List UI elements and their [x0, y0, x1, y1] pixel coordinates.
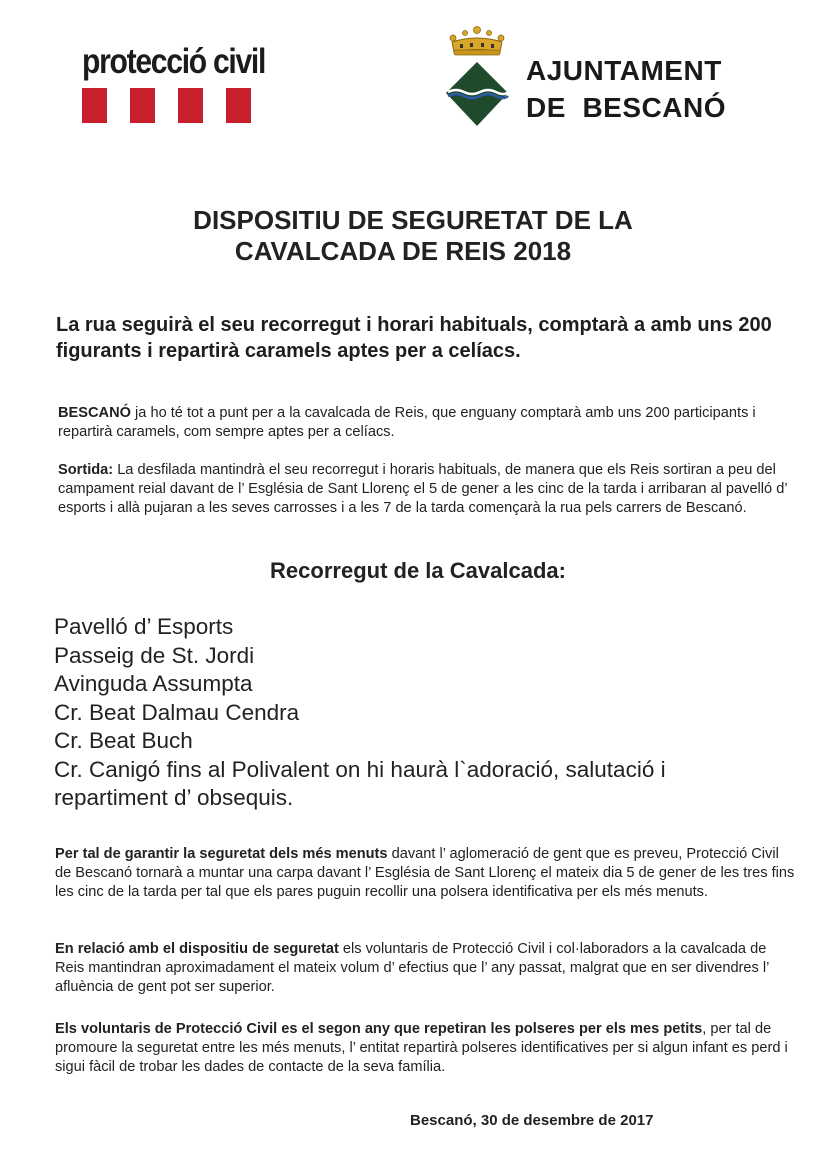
ajuntament-line1: AJUNTAMENT — [526, 55, 722, 86]
route-item: Cr. Beat Buch — [54, 728, 193, 753]
proteccio-civil-logo-squares — [82, 88, 251, 123]
date-signature: Bescanó, 30 de desembre de 2017 — [410, 1112, 654, 1129]
bescano-coat-of-arms-icon — [444, 20, 510, 130]
paragraph-security-children-bold: Per tal de garantir la seguretat dels més menuts — [55, 846, 388, 862]
proteccio-civil-logo-text: protecció civil — [82, 42, 266, 81]
route-item: repartiment d’ obsequis. — [54, 785, 294, 810]
logo-square — [130, 88, 155, 123]
logo-square — [82, 88, 107, 123]
paragraph-intro-bold: BESCANÓ — [58, 405, 131, 421]
paragraph-intro — [58, 404, 798, 442]
page-title — [0, 205, 826, 267]
route-item: Pavelló d’ Esports — [54, 614, 234, 639]
title-line2: CAVALCADA DE REIS 2018 — [234, 236, 572, 266]
paragraph-security-device-text: els voluntaris de Protecció Civil i col·laboradors a la cavalcada de Reis mantindran aproximadament el mateix volum d’ efectius que l’ any passat, malgrat que en ser divendres l’ afluència de gent pot ser superior. — [55, 941, 769, 995]
paragraph-volunteers — [55, 1020, 815, 1077]
paragraph-security-children-text: davant l’ aglomeració de gent que es preveu, Protecció Civil de Bescanó tornarà a muntar una carpa davant l’ Església de Sant Llorenç el mateix dia 5 de gener de les tres fins les cinc de la tarda per tal que els pares puguin recollir una polsera identificativa per els més menuts. — [55, 846, 795, 900]
route-heading: Recorregut de la Cavalcada: — [270, 558, 566, 583]
paragraph-sortida-bold: Sortida: — [58, 462, 114, 478]
route-item: Avinguda Assumpta — [54, 671, 253, 696]
paragraph-security-device-bold: En relació amb el dispositiu de seguretat — [55, 941, 339, 957]
crown-icon — [450, 27, 504, 56]
paragraph-volunteers-text: , per tal de promoure la seguretat entre les més menuts, l’ entitat repartirà polseres identificatives per si algun infant es perd i sigui fàcil de trobar les dades de contacte de la seva família. — [55, 1021, 788, 1075]
ajuntament-line2: DE BESCANÓ — [526, 92, 726, 123]
ajuntament-logo-text — [526, 52, 726, 126]
paragraph-intro-text: ja ho té tot a punt per a la cavalcada de Reis, que enguany comptarà amb uns 200 participants i repartirà caramels, com sempre aptes per a celíacs. — [58, 405, 756, 440]
paragraph-volunteers-bold: Els voluntaris de Protecció Civil es el segon any que repetiran les polseres per els mes petits — [55, 1021, 703, 1037]
paragraph-security-children — [55, 845, 795, 902]
title-line1: DISPOSITIU DE SEGURETAT DE LA — [193, 205, 633, 235]
route-item: Passeig de St. Jordi — [54, 642, 255, 668]
shield-icon — [446, 62, 508, 126]
paragraph-sortida — [58, 461, 798, 518]
paragraph-security-device — [55, 940, 795, 997]
route-item: Cr. Canigó fins al Polivalent on hi haurà l`adoració, salutació i — [54, 756, 666, 782]
paragraph-sortida-text: La desfilada mantindrà el seu recorregut i horaris habituals, de manera que els Reis sortiran a peu del campament reial davant de l’ Església de Sant Llorenç el 5 de gener a les cinc de la tarda i arribaran al pavelló d’ esports i allà pujaran a les seves carrosses i a les 7 de la tarda començarà la rua pels carrers de Bescanó. — [58, 462, 788, 516]
logo-square — [226, 88, 251, 123]
route-list — [54, 613, 814, 813]
lead-summary: La rua seguirà el seu recorregut i horari habituals, comptarà a amb uns 200 figurants i repartirà caramels aptes per a celíacs. — [56, 314, 772, 362]
route-item: Cr. Beat Dalmau Cendra — [54, 699, 300, 725]
logo-square — [178, 88, 203, 123]
